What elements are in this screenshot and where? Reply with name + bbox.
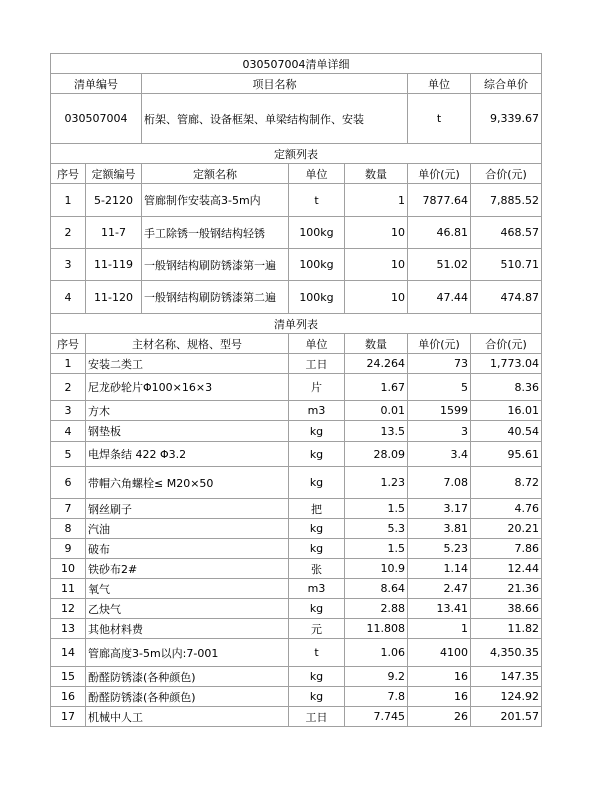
table-title: 030507004清单详细 xyxy=(51,54,542,74)
row-total: 12.44 xyxy=(471,559,542,579)
mat-header-qty: 数量 xyxy=(345,334,408,354)
table-row xyxy=(51,499,542,519)
row-price: 3.81 xyxy=(408,519,471,539)
row-qty: 5.3 xyxy=(345,519,408,539)
mat-header-name: 主材名称、规格、型号 xyxy=(86,334,289,354)
row-no: 2 xyxy=(51,217,86,249)
row-qty: 1 xyxy=(345,184,408,217)
row-price: 46.81 xyxy=(408,217,471,249)
row-total: 4.76 xyxy=(471,499,542,519)
row-price: 16 xyxy=(408,687,471,707)
row-price: 16 xyxy=(408,667,471,687)
row-qty: 11.808 xyxy=(345,619,408,639)
row-unit: m3 xyxy=(289,579,345,599)
table-row xyxy=(51,707,542,727)
row-total: 7.86 xyxy=(471,539,542,559)
row-no: 7 xyxy=(51,499,86,519)
table-row xyxy=(51,639,542,667)
row-qty: 7.8 xyxy=(345,687,408,707)
row-total: 20.21 xyxy=(471,519,542,539)
table-row xyxy=(51,401,542,421)
row-qty: 8.64 xyxy=(345,579,408,599)
row-name: 乙炔气 xyxy=(86,599,289,619)
row-name: 尼龙砂轮片Φ100×16×3 xyxy=(86,374,289,401)
row-total: 38.66 xyxy=(471,599,542,619)
row-name: 铁砂布2# xyxy=(86,559,289,579)
row-name: 一般钢结构刷防锈漆第二遍 xyxy=(142,281,289,314)
row-total: 11.82 xyxy=(471,619,542,639)
row-no: 1 xyxy=(51,354,86,374)
row-no: 4 xyxy=(51,281,86,314)
row-unit: 100kg xyxy=(289,281,345,314)
row-code: 11-120 xyxy=(86,281,142,314)
row-qty: 24.264 xyxy=(345,354,408,374)
row-name: 汽油 xyxy=(86,519,289,539)
table-row xyxy=(51,374,542,401)
table-row xyxy=(51,519,542,539)
row-name: 酚醛防锈漆(各种颜色) xyxy=(86,667,289,687)
row-price: 1599 xyxy=(408,401,471,421)
row-total: 21.36 xyxy=(471,579,542,599)
row-price: 7877.64 xyxy=(408,184,471,217)
row-unit: 工日 xyxy=(289,707,345,727)
row-no: 1 xyxy=(51,184,86,217)
row-unit: kg xyxy=(289,539,345,559)
table-row xyxy=(51,667,542,687)
row-price: 13.41 xyxy=(408,599,471,619)
row-total: 468.57 xyxy=(471,217,542,249)
row-price: 5 xyxy=(408,374,471,401)
row-total: 40.54 xyxy=(471,421,542,442)
row-unit: kg xyxy=(289,519,345,539)
row-total: 4,350.35 xyxy=(471,639,542,667)
table-row xyxy=(51,184,542,217)
row-price: 4100 xyxy=(408,639,471,667)
row-qty: 7.745 xyxy=(345,707,408,727)
row-unit: kg xyxy=(289,421,345,442)
quota-header-name: 定额名称 xyxy=(142,164,289,184)
row-name: 方木 xyxy=(86,401,289,421)
row-name: 机械中人工 xyxy=(86,707,289,727)
materials-section-title: 清单列表 xyxy=(51,314,542,334)
quota-header-qty: 数量 xyxy=(345,164,408,184)
header-bill-code: 清单编号 xyxy=(51,74,142,94)
bill-unit: t xyxy=(408,94,471,144)
row-unit: kg xyxy=(289,442,345,467)
row-name: 管廊制作安装高3-5m内 xyxy=(142,184,289,217)
row-price: 7.08 xyxy=(408,467,471,499)
table-row xyxy=(51,281,542,314)
row-unit: 把 xyxy=(289,499,345,519)
table-row xyxy=(51,354,542,374)
row-unit: kg xyxy=(289,599,345,619)
row-price: 73 xyxy=(408,354,471,374)
row-qty: 0.01 xyxy=(345,401,408,421)
table-row xyxy=(51,467,542,499)
bill-name: 桁架、管廊、设备框架、单梁结构制作、安装 xyxy=(142,94,408,144)
mat-header-price: 单价(元) xyxy=(408,334,471,354)
row-no: 3 xyxy=(51,401,86,421)
row-name: 氧气 xyxy=(86,579,289,599)
row-total: 147.35 xyxy=(471,667,542,687)
row-code: 11-119 xyxy=(86,249,142,281)
row-no: 3 xyxy=(51,249,86,281)
row-price: 2.47 xyxy=(408,579,471,599)
row-unit: m3 xyxy=(289,401,345,421)
row-total: 201.57 xyxy=(471,707,542,727)
row-no: 11 xyxy=(51,579,86,599)
row-price: 5.23 xyxy=(408,539,471,559)
row-qty: 10.9 xyxy=(345,559,408,579)
row-code: 5-2120 xyxy=(86,184,142,217)
header-item-name: 项目名称 xyxy=(142,74,408,94)
bill-unit-price: 9,339.67 xyxy=(471,94,542,144)
row-no: 16 xyxy=(51,687,86,707)
mat-header-total: 合价(元) xyxy=(471,334,542,354)
row-unit: 100kg xyxy=(289,249,345,281)
row-code: 11-7 xyxy=(86,217,142,249)
row-qty: 2.88 xyxy=(345,599,408,619)
mat-header-no: 序号 xyxy=(51,334,86,354)
materials-header-row xyxy=(51,334,542,354)
quota-header-no: 序号 xyxy=(51,164,86,184)
table-row xyxy=(51,217,542,249)
row-unit: 元 xyxy=(289,619,345,639)
row-total: 124.92 xyxy=(471,687,542,707)
row-name: 电焊条结 422 Φ3.2 xyxy=(86,442,289,467)
row-qty: 10 xyxy=(345,249,408,281)
row-unit: kg xyxy=(289,467,345,499)
row-no: 15 xyxy=(51,667,86,687)
row-no: 6 xyxy=(51,467,86,499)
row-qty: 9.2 xyxy=(345,667,408,687)
row-name: 一般钢结构刷防锈漆第一遍 xyxy=(142,249,289,281)
quota-header-code: 定额编号 xyxy=(86,164,142,184)
row-qty: 10 xyxy=(345,217,408,249)
row-name: 手工除锈一般钢结构轻锈 xyxy=(142,217,289,249)
row-no: 12 xyxy=(51,599,86,619)
quota-header-total: 合价(元) xyxy=(471,164,542,184)
row-total: 1,773.04 xyxy=(471,354,542,374)
row-price: 51.02 xyxy=(408,249,471,281)
row-price: 3 xyxy=(408,421,471,442)
row-qty: 1.23 xyxy=(345,467,408,499)
row-qty: 10 xyxy=(345,281,408,314)
row-unit: kg xyxy=(289,667,345,687)
row-no: 9 xyxy=(51,539,86,559)
row-name: 钢丝刷子 xyxy=(86,499,289,519)
bill-detail-table xyxy=(50,53,542,727)
row-unit: 工日 xyxy=(289,354,345,374)
row-name: 带帽六角螺栓≤ M20×50 xyxy=(86,467,289,499)
bill-code: 030507004 xyxy=(51,94,142,144)
row-total: 7,885.52 xyxy=(471,184,542,217)
row-unit: 片 xyxy=(289,374,345,401)
row-price: 1.14 xyxy=(408,559,471,579)
row-qty: 1.06 xyxy=(345,639,408,667)
table-row xyxy=(51,442,542,467)
row-qty: 1.5 xyxy=(345,539,408,559)
quota-header-price: 单价(元) xyxy=(408,164,471,184)
quota-header-unit: 单位 xyxy=(289,164,345,184)
quota-header-row xyxy=(51,164,542,184)
mat-header-unit: 单位 xyxy=(289,334,345,354)
row-no: 10 xyxy=(51,559,86,579)
row-qty: 1.67 xyxy=(345,374,408,401)
row-price: 3.4 xyxy=(408,442,471,467)
row-unit: 张 xyxy=(289,559,345,579)
row-unit: 100kg xyxy=(289,217,345,249)
row-no: 17 xyxy=(51,707,86,727)
row-name: 其他材料费 xyxy=(86,619,289,639)
row-no: 4 xyxy=(51,421,86,442)
table-row xyxy=(51,599,542,619)
row-no: 14 xyxy=(51,639,86,667)
row-unit: kg xyxy=(289,687,345,707)
header-unit-price: 综合单价 xyxy=(471,74,542,94)
table-row xyxy=(51,249,542,281)
row-total: 8.36 xyxy=(471,374,542,401)
row-name: 管廊高度3-5m以内:7-001 xyxy=(86,639,289,667)
row-name: 安装二类工 xyxy=(86,354,289,374)
table-row xyxy=(51,421,542,442)
row-name: 钢垫板 xyxy=(86,421,289,442)
table-row xyxy=(51,579,542,599)
row-no: 5 xyxy=(51,442,86,467)
row-price: 1 xyxy=(408,619,471,639)
row-total: 95.61 xyxy=(471,442,542,467)
row-total: 510.71 xyxy=(471,249,542,281)
row-name: 酚醛防锈漆(各种颜色) xyxy=(86,687,289,707)
row-total: 16.01 xyxy=(471,401,542,421)
row-no: 2 xyxy=(51,374,86,401)
row-total: 8.72 xyxy=(471,467,542,499)
row-qty: 1.5 xyxy=(345,499,408,519)
row-qty: 28.09 xyxy=(345,442,408,467)
row-price: 26 xyxy=(408,707,471,727)
row-unit: t xyxy=(289,639,345,667)
row-price: 47.44 xyxy=(408,281,471,314)
row-no: 13 xyxy=(51,619,86,639)
row-unit: t xyxy=(289,184,345,217)
table-row xyxy=(51,619,542,639)
header-unit: 单位 xyxy=(408,74,471,94)
row-price: 3.17 xyxy=(408,499,471,519)
row-no: 8 xyxy=(51,519,86,539)
table-row xyxy=(51,539,542,559)
row-qty: 13.5 xyxy=(345,421,408,442)
row-name: 破布 xyxy=(86,539,289,559)
quota-section-title: 定额列表 xyxy=(51,144,542,164)
table-row xyxy=(51,559,542,579)
row-total: 474.87 xyxy=(471,281,542,314)
table-row xyxy=(51,687,542,707)
